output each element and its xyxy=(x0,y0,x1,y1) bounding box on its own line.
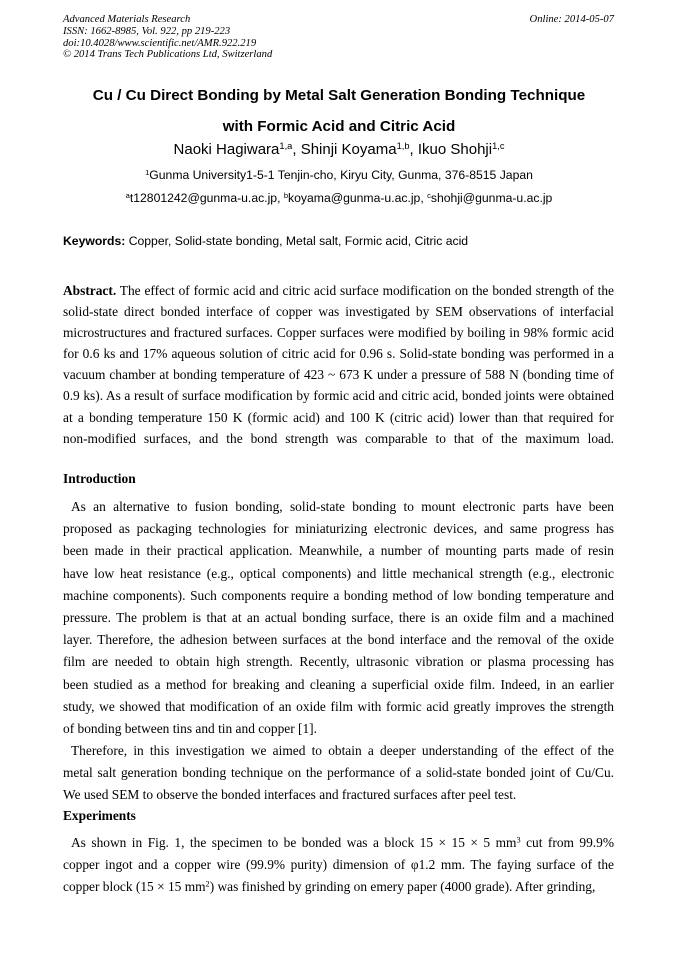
online-date: Online: 2014-05-07 xyxy=(529,14,614,25)
text-line: of bonding between tins and tin and copper [1]. xyxy=(63,720,317,736)
text-line: 0.9 ks). As a result of surface modification by formic acid and citric acid, bonded joints were obtained xyxy=(63,388,614,404)
author-name: Naoki Hagiwara xyxy=(173,141,280,158)
author-list xyxy=(0,141,678,158)
introduction-section xyxy=(63,496,614,807)
paper-title-line-2: with Formic Acid and Citric Acid xyxy=(222,118,456,135)
text-line: Therefore, in this investigation we aimed to obtain a deeper understanding of the effect of the xyxy=(71,743,614,759)
text-line: been made in their practical application. Meanwhile, a number of mounting parts made of resin xyxy=(63,543,614,559)
text-line: Abstract. The effect of formic acid and citric acid surface modification on the bonded strength of the xyxy=(63,283,614,298)
text-line: machine components). Such components require a bonding method of low bonding temperature and xyxy=(63,587,614,603)
text-line: for 0.6 ks and 17% aqueous solution of citric acid for 0.96 s. Solid-state bonding was performed in a xyxy=(63,346,614,362)
separator: , xyxy=(292,141,301,158)
text-line: been studied as a method for breaking and cleaning a superficial oxide film. Indeed, in an earlier xyxy=(63,676,614,692)
keywords-text: Copper, Solid-state bonding, Metal salt, Formic acid, Citric acid xyxy=(125,234,469,248)
text-line: solid-state direct bonded interface of copper was investigated by SEM observations of interfacial xyxy=(63,304,614,320)
unit-superscript: 3 xyxy=(516,835,521,845)
journal-info xyxy=(63,14,272,61)
author-name: Ikuo Shohji xyxy=(417,141,493,158)
keywords xyxy=(63,234,468,248)
paragraph xyxy=(63,280,614,449)
email-address: shohji@gunma-u.ac.jp xyxy=(430,191,553,205)
author-name: Shinji Koyama xyxy=(300,141,397,158)
text-line: film are needed to obtain high strength. Recently, ultrasonic vibration or plasma processing has xyxy=(63,654,614,670)
email-sup: c xyxy=(427,190,431,200)
text-line: copper ingot and a copper wire (99.9% purity) dimension of φ1.2 mm. The faying surface of the xyxy=(63,857,614,872)
separator: , xyxy=(277,191,284,205)
text-line: non-modified surfaces, and the bond strength was comparable to that of the maximum load. xyxy=(63,430,614,446)
text-line: proposed as packaging technologies for miniaturizing electronic devices, and same progress has xyxy=(63,521,614,537)
paragraph xyxy=(63,496,614,740)
affiliation-text: Gunma University1-5-1 Tenjin-cho, Kiryu City, Gunma, 376-8515 Japan xyxy=(149,168,533,182)
experiments-heading: Experiments xyxy=(63,808,136,823)
journal-name: Advanced Materials Research xyxy=(63,14,191,25)
abstract-section xyxy=(63,280,614,449)
paragraph xyxy=(63,832,614,898)
author-affiliation-sup: 1,a xyxy=(279,140,293,151)
text-line: pressure. The problem is that at an actual bonding surface, there is an oxide film and a machined xyxy=(63,609,614,625)
email-sup: b xyxy=(283,190,289,200)
text-line: vacuum chamber at bonding temperature of 423 ~ 673 K under a pressure of 588 N (bonding time of xyxy=(63,367,614,383)
text-line: metal salt generation bonding technique on the performance of a solid-state bonded joint of Cu/Cu. xyxy=(63,765,614,781)
unit-superscript: 2 xyxy=(205,879,210,889)
text-line: have low heat resistance (e.g., optical components) and little mechanical strength (e.g., electronic xyxy=(63,565,614,581)
abstract-label: Abstract. xyxy=(63,283,117,298)
text-line: microstructures and fractured surfaces. Copper surfaces were modified by boiling in 98% formic acid xyxy=(63,325,614,341)
text-line: copper block (15 × 15 $mm^2$) was finished by grinding on emery paper (4000 grade). After grinding, xyxy=(63,879,596,894)
paragraph xyxy=(63,740,614,807)
email-list xyxy=(0,191,678,205)
text-line: layer. Therefore, the adhesion between surfaces at the bond interface and the removal of the oxide xyxy=(63,632,614,648)
text-line: at a bonding temperature 150 K (formic acid) and 100 K (citric acid) lower than that required for xyxy=(63,409,614,425)
text-line: study, we showed that modification of an oxide film with formic acid greatly improves the strength xyxy=(63,698,614,714)
text-line: We used SEM to observe the bonded interfaces and fractured surfaces after peel test. xyxy=(63,787,517,803)
author-affiliation-sup: 1,c xyxy=(492,140,505,151)
text-line: As shown in Fig. 1, the specimen to be bonded was a block 15 × 15 × 5 $mm^3$ cut from 99.9% xyxy=(71,835,614,850)
separator: , xyxy=(409,141,418,158)
experiments-section xyxy=(63,832,614,898)
text-line: As an alternative to fusion bonding, solid-state bonding to mount electronic parts have been xyxy=(71,499,614,514)
copyright: © 2014 Trans Tech Publications Ltd, Switzerland xyxy=(63,49,273,61)
affiliation xyxy=(0,168,678,182)
doi: doi:10.4028/www.scientific.net/AMR.922.219 xyxy=(63,37,257,49)
email-address: koyama@gunma-u.ac.jp xyxy=(288,191,421,205)
email-address: t12801242@gunma-u.ac.jp xyxy=(129,191,278,205)
issn: ISSN: 1662-8985, Vol. 922, pp 219-223 xyxy=(63,25,231,37)
separator: , xyxy=(420,191,428,205)
paper-title-line-1: Cu / Cu Direct Bonding by Metal Salt Generation Bonding Technique xyxy=(92,87,586,104)
introduction-heading: Introduction xyxy=(63,471,136,486)
author-affiliation-sup: 1,b xyxy=(396,140,410,151)
keywords-label: Keywords: xyxy=(63,234,126,248)
affiliation-sup: 1 xyxy=(145,167,150,177)
email-sup: a xyxy=(125,190,130,200)
